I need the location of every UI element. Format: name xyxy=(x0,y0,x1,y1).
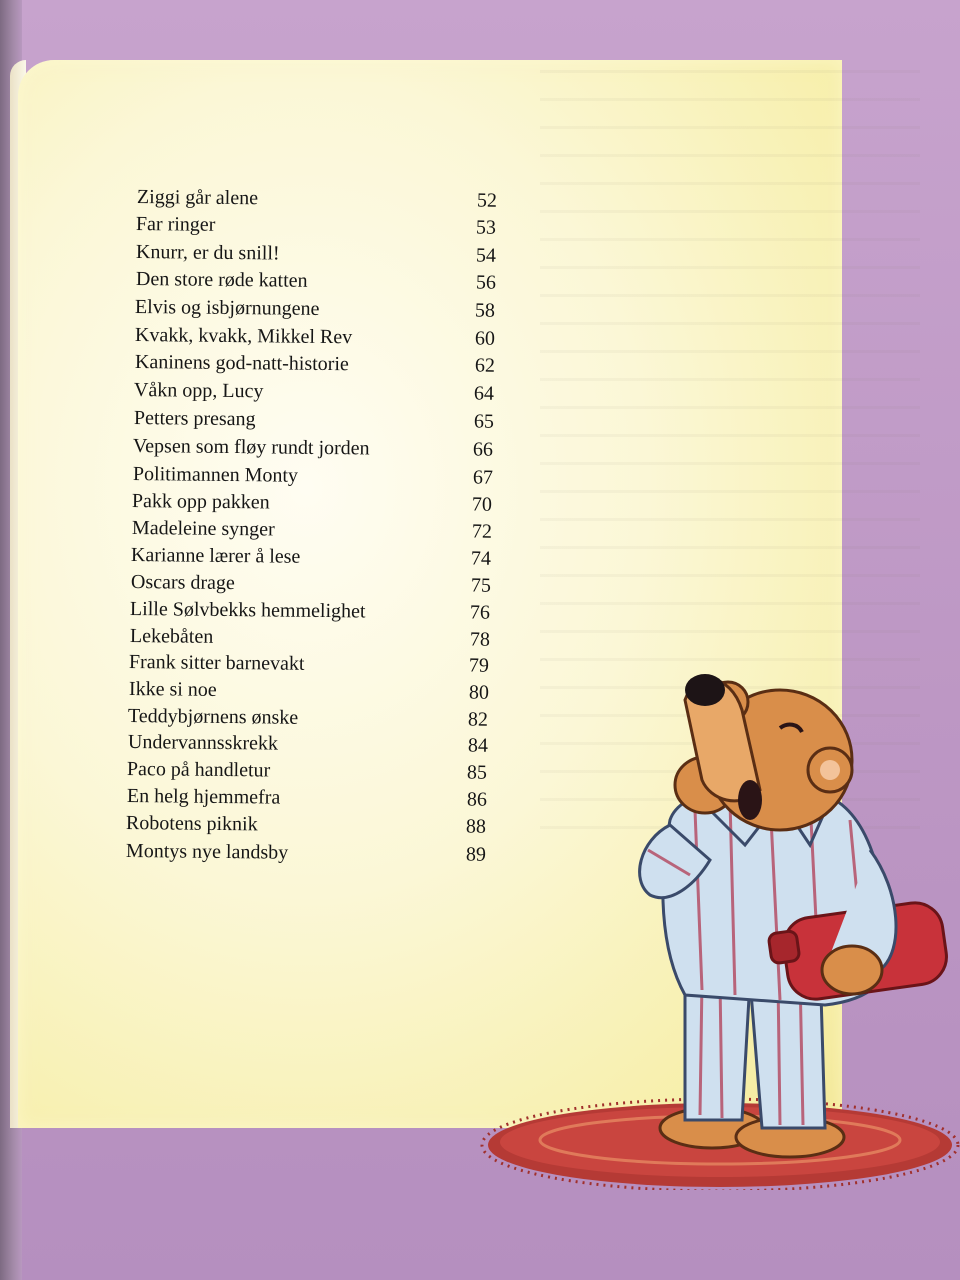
toc-entry xyxy=(132,515,492,545)
toc-entry xyxy=(127,783,487,813)
toc-entry-page: 56 xyxy=(475,271,497,294)
toc-entry-page: 64 xyxy=(473,382,495,405)
toc-entry xyxy=(129,649,489,679)
toc-entry-page: 80 xyxy=(468,681,490,704)
toc-entry-title: Våkn opp, Lucy xyxy=(133,379,264,403)
toc-entry-page: 85 xyxy=(466,761,488,784)
toc-entry-page: 84 xyxy=(467,734,489,757)
toc-entry-title: En helg hjemmefra xyxy=(126,785,281,809)
toc-entry-page: 65 xyxy=(473,410,495,433)
toc-entry-title: Ziggi går alene xyxy=(136,186,259,210)
toc-entry xyxy=(131,569,491,599)
toc-entry xyxy=(136,239,496,269)
toc-entry xyxy=(137,184,497,214)
toc-entry xyxy=(135,322,495,352)
toc-entry-title: Lille Sølvbekks hemmelighet xyxy=(129,598,366,623)
toc-entry xyxy=(135,294,495,324)
toc-entry-page: 53 xyxy=(475,216,497,239)
bear-illustration xyxy=(480,650,960,1190)
toc-entry-title: Elvis og isbjørnungene xyxy=(134,296,320,320)
toc-entry-title: Politimannen Monty xyxy=(132,463,299,487)
toc-entry-title: Lekebåten xyxy=(129,625,214,648)
toc-entry-title: Kaninens god-natt-historie xyxy=(134,351,349,376)
toc-entry xyxy=(135,349,495,379)
toc-entry-title: Petters presang xyxy=(133,407,256,431)
toc-entry xyxy=(126,810,486,840)
toc-entry-title: Ikke si noe xyxy=(128,678,217,701)
toc-entry xyxy=(134,377,494,407)
toc-entry xyxy=(128,729,488,759)
toc-entry-page: 75 xyxy=(470,574,492,597)
toc-entry-title: Knurr, er du snill! xyxy=(135,241,280,265)
toc-entry-title: Paco på handletur xyxy=(126,758,271,782)
toc-entry xyxy=(131,542,491,572)
toc-entry-page: 52 xyxy=(476,189,498,212)
toc-entry-page: 89 xyxy=(465,843,487,866)
toc-entry-page: 79 xyxy=(468,654,490,677)
toc-entry-title: Far ringer xyxy=(135,213,216,236)
toc-entry-page: 74 xyxy=(470,547,492,570)
toc-entry-page: 58 xyxy=(474,299,496,322)
toc-entry xyxy=(126,838,486,868)
toc-entry-page: 88 xyxy=(465,815,487,838)
toc-entry-page: 72 xyxy=(471,520,493,543)
toc-entry-page: 62 xyxy=(474,354,496,377)
toc-entry xyxy=(130,623,490,653)
toc-entry-title: Teddybjørnens ønske xyxy=(127,705,299,729)
toc-entry xyxy=(133,433,493,463)
toc-entry xyxy=(134,405,494,435)
toc-entry-title: Kvakk, kvakk, Mikkel Rev xyxy=(134,324,353,349)
toc-entry-title: Madeleine synger xyxy=(131,517,275,541)
toc-entry-title: Den store røde katten xyxy=(135,268,308,292)
toc-entry xyxy=(128,703,488,733)
toc-entry xyxy=(136,211,496,241)
toc-entry xyxy=(133,461,493,491)
toc-entry-title: Robotens piknik xyxy=(125,812,258,836)
toc-entry xyxy=(129,676,489,706)
toc-entry-page: 66 xyxy=(472,438,494,461)
toc-entry xyxy=(132,488,492,518)
toc-entry xyxy=(130,596,490,626)
toc-entry-page: 54 xyxy=(475,244,497,267)
toc-entry-page: 67 xyxy=(472,466,494,489)
toc-entry-page: 86 xyxy=(466,788,488,811)
toc-entry xyxy=(136,266,496,296)
toc-entry-title: Montys nye landsby xyxy=(125,840,289,864)
toc-entry-title: Undervannsskrekk xyxy=(127,731,279,755)
toc-entry-title: Oscars drage xyxy=(130,571,235,595)
toc-entry xyxy=(127,756,487,786)
toc-entry-page: 78 xyxy=(469,628,491,651)
toc-entry-page: 70 xyxy=(471,493,493,516)
toc-entry-title: Karianne lærer å lese xyxy=(130,544,301,568)
nose-icon xyxy=(685,674,725,706)
toc-entry-title: Pakk opp pakken xyxy=(131,490,270,514)
toc-entry-title: Frank sitter barnevakt xyxy=(128,651,305,675)
toc-entry-page: 82 xyxy=(467,708,489,731)
toc-entry-page: 76 xyxy=(469,601,491,624)
toc-entry-title: Vepsen som fløy rundt jorden xyxy=(132,435,370,460)
toc-entry-page: 60 xyxy=(474,327,496,350)
